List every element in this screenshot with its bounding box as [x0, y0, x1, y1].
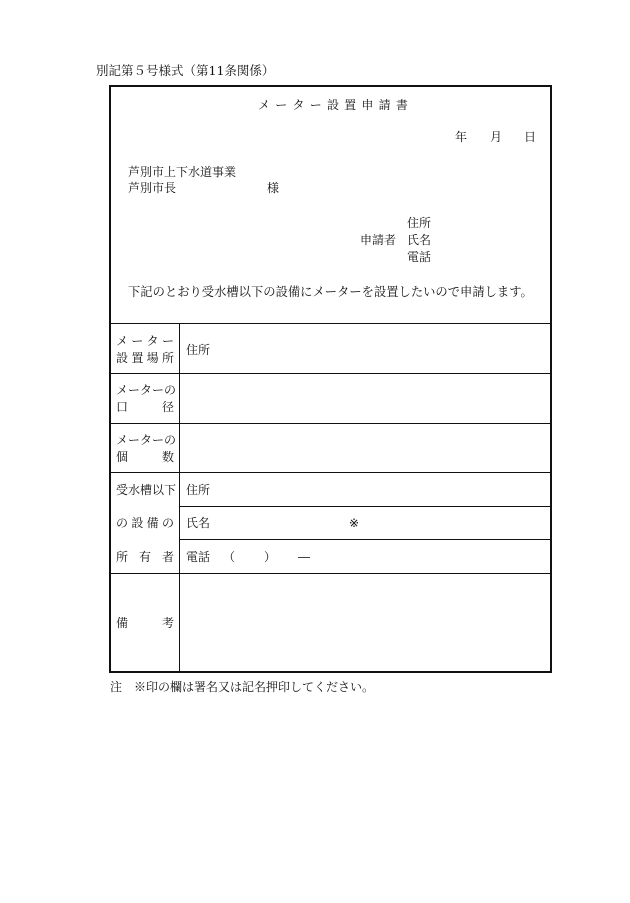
phone-close-paren: ）: [264, 550, 277, 564]
table-column-divider: [179, 323, 180, 673]
applicant-address-label: 住所: [407, 216, 432, 230]
label-char: 所: [116, 550, 129, 564]
title-char: 申: [361, 98, 374, 112]
label-char: の: [116, 516, 129, 530]
table-rule: [109, 423, 552, 424]
label-char: 数: [161, 450, 174, 464]
label-char: 場: [146, 351, 159, 365]
date-month-label: 月: [490, 130, 503, 144]
footnote: 注 ※印の欄は署名又は記名押印してください。: [110, 680, 375, 694]
form-label: 別記第５号様式（第11条関係）: [96, 63, 275, 78]
title-char: メ: [258, 98, 271, 112]
label-char: タ: [146, 334, 159, 348]
label-char: 有: [138, 550, 151, 564]
label-char: 設: [131, 516, 144, 530]
label-char: 個: [116, 450, 129, 464]
title-char: 請: [378, 98, 391, 112]
label-char: 所: [161, 351, 174, 365]
addressee-honorific: 様: [267, 181, 280, 195]
intro-text: 下記のとおり受水槽以下の設備にメーターを設置したいので申請します。: [128, 285, 533, 299]
location-label-line-1: [116, 334, 174, 348]
location-label-line-2: [116, 351, 174, 365]
label-char: メ: [116, 334, 129, 348]
date-year-label: 年: [455, 130, 468, 144]
label-char: 備: [146, 516, 159, 530]
title-char: 書: [395, 98, 408, 112]
applicant-name-label: 氏名: [407, 233, 432, 247]
table-rule: [109, 323, 552, 324]
label-char: ー: [131, 334, 144, 348]
count-label-line-1: メーターの: [116, 433, 177, 447]
addressee-line-2: 芦別市長: [128, 181, 177, 195]
table-rule: [109, 373, 552, 374]
table-rule: [109, 573, 552, 574]
title-char: 設: [326, 98, 339, 112]
owner-phone-input[interactable]: [182, 541, 550, 571]
label-char: 備: [116, 616, 129, 630]
count-label-line-2: [116, 450, 174, 464]
remarks-label: [116, 616, 174, 630]
table-rule: [109, 472, 552, 473]
label-char: 径: [161, 400, 174, 414]
remarks-input[interactable]: [182, 575, 550, 671]
owner-address-input[interactable]: [182, 474, 550, 504]
location-input[interactable]: [182, 325, 550, 371]
table-rule: [179, 506, 552, 507]
owner-label-line-3: [116, 550, 174, 564]
title-char: 置: [344, 98, 357, 112]
diameter-label-line-1: メーターの: [116, 383, 177, 397]
owner-label-line-2: [116, 516, 174, 530]
applicant-role-label: 申請者: [360, 233, 397, 247]
title-char: タ: [292, 98, 305, 112]
label-char: 設: [116, 351, 129, 365]
label-char: ー: [161, 334, 174, 348]
phone-dash: ―: [298, 550, 310, 564]
owner-name-input[interactable]: [182, 508, 550, 537]
owner-address-label: 住所: [186, 483, 211, 497]
diameter-label-line-2: [116, 400, 174, 414]
owner-phone-label: 電話: [186, 550, 211, 564]
count-input[interactable]: [182, 425, 550, 470]
diameter-input[interactable]: [182, 375, 550, 421]
label-char: 考: [161, 616, 174, 630]
title-char: ー: [309, 98, 322, 112]
applicant-phone-label: 電話: [407, 250, 432, 264]
date-day-label: 日: [524, 130, 537, 144]
form-title: [258, 98, 408, 112]
label-char: の: [161, 516, 174, 530]
owner-name-label: 氏名: [186, 516, 211, 530]
seal-mark: ※: [349, 516, 360, 530]
label-char: 口: [116, 400, 129, 414]
owner-label-line-1: 受水槽以下: [116, 483, 177, 497]
table-rule: [179, 539, 552, 540]
label-char: 者: [161, 550, 174, 564]
label-char: 置: [131, 351, 144, 365]
addressee-line-1: 芦別市上下水道事業: [128, 165, 237, 179]
title-char: ー: [275, 98, 288, 112]
phone-open-paren: （: [223, 550, 236, 564]
location-address-label: 住所: [186, 343, 211, 357]
